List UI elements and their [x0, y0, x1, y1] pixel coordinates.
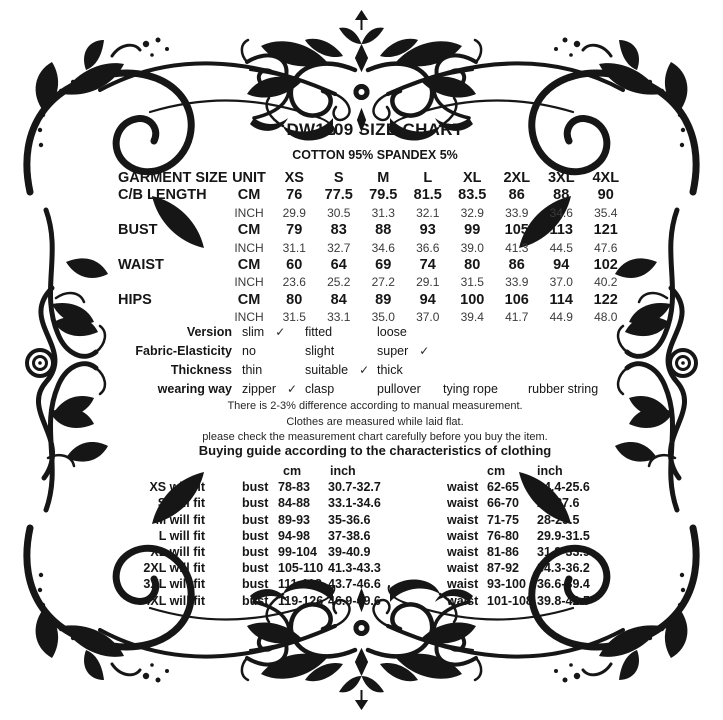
- fabric-composition: COTTON 95% SPANDEX 5%: [292, 148, 458, 162]
- size-cell: 102: [593, 257, 618, 274]
- size-cell: 44.5: [549, 240, 573, 255]
- size-cell: 48.0: [594, 310, 618, 325]
- row-label: [118, 240, 226, 257]
- waist-cm-range: 62-65: [487, 480, 519, 495]
- waist-label: waist: [447, 480, 479, 495]
- size-cell: 39.0: [460, 240, 484, 255]
- bust-inch-range: 37-38.6: [328, 528, 371, 543]
- size-cell: 121: [593, 222, 618, 239]
- size-cell: 47.6: [594, 240, 618, 255]
- attribute-option: super ✓: [377, 344, 430, 358]
- waist-cm-range: 71-75: [487, 512, 519, 527]
- bust-label: bust: [242, 512, 269, 527]
- bust-inch-range: 39-40.9: [328, 545, 371, 560]
- attribute-option: [442, 361, 527, 380]
- attribute-label: Thickness: [170, 363, 232, 377]
- size-cell: 33.9: [505, 205, 529, 220]
- size-cell: 86: [508, 257, 525, 274]
- size-cell: 83.5: [458, 187, 487, 204]
- size-cell: 94: [553, 257, 570, 274]
- size-cell: 100: [460, 291, 485, 308]
- note-line: There is 2-3% difference according to manual measurement.: [227, 400, 523, 412]
- size-cell: 29.1: [416, 275, 440, 290]
- guide-size-label: L will fit: [158, 528, 205, 543]
- bust-cm-range: 78-83: [278, 480, 310, 495]
- bust-cm-range: 89-93: [278, 512, 310, 527]
- size-cell: 94: [419, 291, 436, 308]
- attribute-option: zipper ✓: [242, 382, 298, 396]
- size-cell: 25.2: [327, 275, 351, 290]
- waist-cm-range: 81-86: [487, 545, 519, 560]
- size-cell: 89: [375, 291, 392, 308]
- size-cell: 81.5: [413, 187, 442, 204]
- bust-cm-range: 99-104: [278, 545, 317, 560]
- guide-header-inch: inch: [330, 464, 356, 478]
- size-cell: 23.6: [282, 275, 306, 290]
- attribute-label: wearing way: [157, 382, 232, 396]
- size-cell: 113: [549, 222, 573, 239]
- guide-size-label: M will fit: [155, 512, 205, 527]
- bust-inch-range: 41.3-43.3: [328, 561, 381, 576]
- size-cell: 88: [553, 187, 570, 204]
- waist-cm-range: 76-80: [487, 528, 519, 543]
- waist-inch-range: 39.8-42.5: [537, 593, 590, 608]
- guide-size-label: XL will fit: [150, 545, 205, 560]
- waist-inch-range: 28-29.5: [537, 512, 580, 527]
- bust-label: bust: [242, 545, 269, 560]
- unit-label: CM: [237, 291, 261, 308]
- guide-size-label: 4XL will fit: [143, 593, 205, 608]
- size-cell: 86: [508, 187, 525, 204]
- buying-guide-title: Buying guide according to the characteristics of clothing: [198, 443, 552, 458]
- check-icon: ✓: [287, 382, 298, 396]
- measurement-notes: [110, 399, 640, 446]
- unit-label: CM: [237, 222, 261, 239]
- unit-label: INCH: [234, 310, 264, 325]
- size-cell: 84: [330, 291, 347, 308]
- size-cell: 36.6: [416, 240, 440, 255]
- check-icon: ✓: [419, 344, 430, 358]
- size-cell: 35.0: [371, 310, 395, 325]
- size-cell: 32.1: [416, 205, 440, 220]
- size-cell: 106: [504, 291, 529, 308]
- buying-guide-table: [100, 463, 610, 609]
- size-cell: 34.6: [371, 240, 395, 255]
- attribute-option: clasp: [305, 382, 335, 396]
- size-cell: 74: [419, 257, 436, 274]
- attribute-option: thick: [377, 363, 403, 377]
- row-label: BUST: [118, 222, 158, 239]
- attribute-option: loose: [377, 325, 407, 339]
- size-cell: 32.7: [327, 240, 351, 255]
- attribute-option: tying rope: [443, 382, 498, 396]
- size-cell: 93: [419, 222, 436, 239]
- size-cell: 31.5: [460, 275, 484, 290]
- attribute-option: [527, 361, 637, 380]
- size-cell: 31.3: [371, 205, 395, 220]
- waist-label: waist: [447, 593, 479, 608]
- waist-inch-range: 29.9-31.5: [537, 528, 590, 543]
- guide-header-cm: cm: [487, 464, 506, 478]
- column-header: L: [423, 170, 433, 186]
- size-cell: 114: [549, 291, 573, 308]
- attribute-label: Version: [186, 325, 232, 339]
- attributes-section: [118, 323, 637, 399]
- unit-label: CM: [237, 187, 261, 204]
- bust-label: bust: [242, 577, 269, 592]
- size-cell: 44.9: [549, 310, 573, 325]
- size-cell: 90: [597, 187, 614, 204]
- column-header: GARMENT SIZE: [118, 170, 228, 186]
- attribute-option: slight: [305, 344, 335, 358]
- column-header: S: [333, 170, 344, 186]
- size-cell: 80: [286, 291, 303, 308]
- row-label: HIPS: [118, 291, 152, 308]
- attribute-label: Fabric-Elasticity: [135, 344, 232, 358]
- column-header: 3XL: [547, 170, 575, 186]
- guide-header-cm: cm: [283, 464, 302, 478]
- waist-inch-range: 36.6-39.4: [537, 577, 590, 592]
- size-cell: 31.5: [282, 310, 306, 325]
- attribute-option: [527, 323, 637, 342]
- page-title: DW1109 SIZE CHART: [286, 120, 464, 139]
- guide-size-label: 3XL will fit: [143, 577, 205, 592]
- unit-label: INCH: [234, 205, 264, 220]
- size-cell: 35.4: [594, 205, 618, 220]
- attribute-option: [442, 342, 527, 361]
- waist-cm-range: 93-100: [487, 577, 526, 592]
- guide-size-label: S will fit: [157, 496, 205, 511]
- attribute-option: pullover: [377, 382, 421, 396]
- bust-inch-range: 46.9-49.6: [328, 593, 381, 608]
- bust-cm-range: 105-110: [278, 561, 324, 576]
- attribute-option: suitable ✓: [305, 363, 370, 377]
- guide-size-label: 2XL will fit: [143, 561, 205, 576]
- size-cell: 40.2: [594, 275, 618, 290]
- size-cell: 27.2: [371, 275, 395, 290]
- size-cell: 33.9: [505, 275, 529, 290]
- size-cell: 64: [330, 257, 347, 274]
- column-header: 2XL: [503, 170, 531, 186]
- row-label: [118, 205, 226, 222]
- waist-inch-range: 24.4-25.6: [537, 480, 590, 495]
- unit-label: INCH: [234, 275, 264, 290]
- size-cell: 34.6: [549, 205, 573, 220]
- column-header: M: [377, 170, 390, 186]
- size-cell: 79: [286, 222, 303, 239]
- note-line: Clothes are measured while laid flat.: [286, 415, 464, 428]
- row-label: C/B LENGTH: [118, 187, 207, 204]
- size-cell: 105: [504, 222, 529, 239]
- size-cell: 122: [593, 291, 618, 308]
- bust-label: bust: [242, 496, 269, 511]
- unit-label: CM: [237, 257, 261, 274]
- size-cell: 41.7: [505, 310, 529, 325]
- bust-cm-range: 94-98: [278, 528, 310, 543]
- waist-label: waist: [447, 512, 479, 527]
- size-cell: 76: [286, 187, 303, 204]
- check-icon: ✓: [359, 363, 370, 377]
- size-cell: 41.3: [505, 240, 529, 255]
- waist-label: waist: [447, 577, 479, 592]
- waist-label: waist: [447, 545, 479, 560]
- attribute-option: thin: [242, 363, 263, 377]
- size-cell: 80: [464, 257, 481, 274]
- bust-inch-range: 30.7-32.7: [328, 480, 381, 495]
- unit-label: INCH: [234, 240, 264, 255]
- bust-label: bust: [242, 528, 269, 543]
- guide-size-label: XS will fit: [149, 480, 205, 495]
- column-header: XS: [284, 170, 304, 186]
- bust-label: bust: [242, 480, 269, 495]
- size-cell: 37.0: [416, 310, 440, 325]
- size-cell: 29.9: [282, 205, 306, 220]
- waist-inch-range: 31.9-33.9: [537, 545, 590, 560]
- attribute-option: [527, 342, 637, 361]
- column-header: XL: [462, 170, 482, 186]
- size-cell: 32.9: [460, 205, 484, 220]
- note-line: please check the measurement chart carefully before you buy the item.: [202, 431, 548, 443]
- size-cell: 69: [375, 257, 392, 274]
- row-label: WAIST: [118, 257, 164, 274]
- bust-cm-range: 111-118: [278, 577, 322, 592]
- size-cell: 88: [375, 222, 392, 239]
- size-table: [118, 170, 628, 327]
- size-cell: 31.1: [282, 240, 306, 255]
- attribute-option: no: [242, 344, 256, 358]
- size-cell: 33.1: [327, 310, 351, 325]
- waist-label: waist: [447, 496, 479, 511]
- attribute-option: fitted: [305, 325, 333, 339]
- size-cell: 37.0: [549, 275, 573, 290]
- bust-inch-range: 33.1-34.6: [328, 496, 381, 511]
- waist-inch-range: 34.3-36.2: [537, 561, 590, 576]
- size-cell: 99: [464, 222, 481, 239]
- column-header: 4XL: [592, 170, 620, 186]
- waist-cm-range: 87-92: [487, 561, 519, 576]
- bust-cm-range: 119-126: [278, 593, 324, 608]
- waist-inch-range: 26-27.6: [537, 496, 580, 511]
- attribute-option: [442, 323, 527, 342]
- bust-cm-range: 84-88: [278, 496, 310, 511]
- waist-label: waist: [447, 561, 479, 576]
- bust-inch-range: 35-36.6: [328, 512, 371, 527]
- bust-label: bust: [242, 561, 269, 576]
- check-icon: ✓: [275, 325, 286, 339]
- attribute-option: rubber string: [528, 382, 599, 396]
- size-cell: 30.5: [327, 205, 351, 220]
- bust-label: bust: [242, 593, 269, 608]
- waist-label: waist: [447, 528, 479, 543]
- row-label: [118, 274, 226, 291]
- guide-header-inch: inch: [537, 464, 563, 478]
- size-cell: 39.4: [460, 310, 484, 325]
- waist-cm-range: 66-70: [487, 496, 519, 511]
- size-cell: 60: [286, 257, 303, 274]
- attribute-option: slim ✓: [242, 325, 286, 339]
- column-header: UNIT: [232, 170, 266, 186]
- size-cell: 79.5: [369, 187, 398, 204]
- size-cell: 83: [330, 222, 347, 239]
- bust-inch-range: 43.7-46.6: [328, 577, 381, 592]
- size-cell: 77.5: [324, 187, 353, 204]
- waist-cm-range: 101-108: [487, 593, 533, 608]
